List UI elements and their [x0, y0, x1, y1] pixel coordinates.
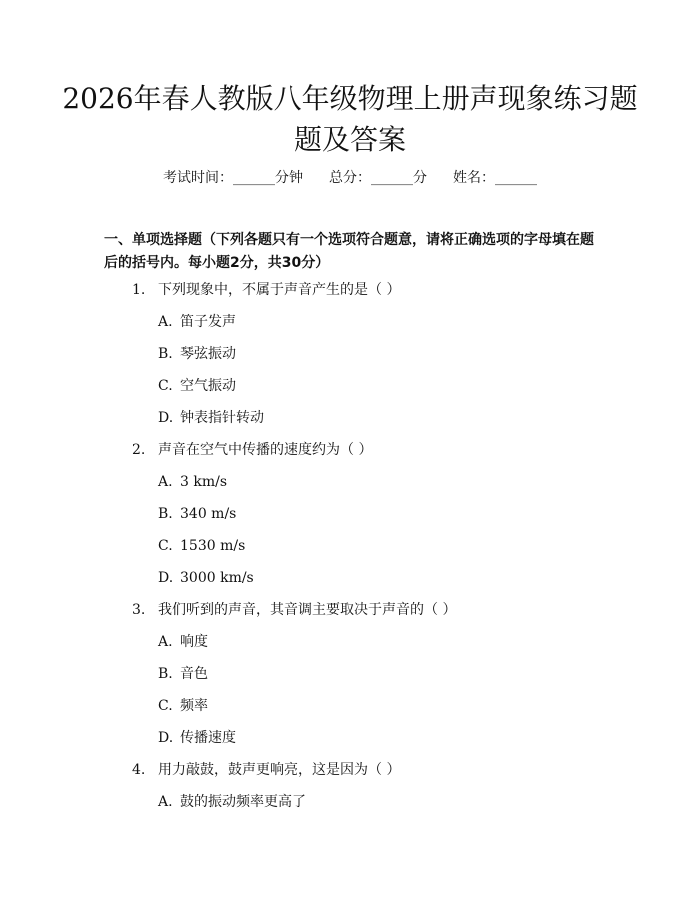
- student-name-field: 姓名：______: [453, 170, 537, 186]
- option-letter: C.: [158, 698, 173, 714]
- option-text: 琴弦振动: [180, 346, 236, 362]
- option-letter: A.: [158, 474, 173, 490]
- option-text: 音色: [180, 666, 208, 682]
- option-text: 钟表指针转动: [180, 410, 264, 426]
- option-letter: B.: [158, 666, 173, 682]
- option-text: 1530 m/s: [180, 538, 246, 554]
- exam-time-field: 考试时间：______分钟: [163, 170, 303, 186]
- question-2-option-a: [158, 472, 227, 492]
- question-1: [132, 280, 400, 300]
- question-1-option-a: [158, 312, 236, 332]
- option-letter: D.: [158, 570, 174, 586]
- option-letter: D.: [158, 730, 174, 746]
- question-3-option-c: [158, 696, 208, 716]
- option-letter: B.: [158, 346, 173, 362]
- question-2: [132, 440, 372, 460]
- question-4: [132, 760, 400, 780]
- question-2-option-b: [158, 504, 236, 524]
- question-1-option-d: [158, 408, 264, 428]
- question-2-option-d: [158, 568, 254, 588]
- question-text: 我们听到的声音，其音调主要取决于声音的（ ）: [158, 602, 457, 618]
- question-3-option-b: [158, 664, 208, 684]
- question-3: [132, 600, 456, 620]
- question-number: 1.: [132, 282, 146, 298]
- question-text: 下列现象中，不属于声音产生的是（ ）: [158, 282, 401, 298]
- question-2-option-c: [158, 536, 245, 556]
- question-4-option-a: [158, 792, 306, 812]
- total-score-field: 总分：______分: [329, 170, 427, 186]
- exam-meta-line: [0, 168, 700, 188]
- question-3-option-a: [158, 632, 208, 652]
- question-1-option-c: [158, 376, 236, 396]
- option-letter: A.: [158, 634, 173, 650]
- option-letter: D.: [158, 410, 174, 426]
- question-number: 2.: [132, 442, 146, 458]
- question-3-option-d: [158, 728, 236, 748]
- option-text: 3 km/s: [180, 474, 228, 490]
- option-letter: C.: [158, 538, 173, 554]
- option-text: 传播速度: [180, 730, 236, 746]
- question-number: 4.: [132, 762, 146, 778]
- option-letter: A.: [158, 794, 173, 810]
- section-heading: 一、单项选择题（下列各题只有一个选项符合题意，请将正确选项的字母填在题后的括号内。每小题2分，共30分）: [104, 232, 594, 271]
- document-title: 2026年春人教版八年级物理上册声现象练习题题及答案: [62, 82, 638, 156]
- option-text: 空气振动: [180, 378, 236, 394]
- question-text: 用力敲鼓，鼓声更响亮，这是因为（ ）: [158, 762, 401, 778]
- option-text: 频率: [180, 698, 208, 714]
- question-number: 3.: [132, 602, 146, 618]
- option-letter: A.: [158, 314, 173, 330]
- question-text: 声音在空气中传播的速度约为（ ）: [158, 442, 373, 458]
- question-1-option-b: [158, 344, 236, 364]
- option-letter: B.: [158, 506, 173, 522]
- option-text: 340 m/s: [180, 506, 237, 522]
- option-text: 响度: [180, 634, 208, 650]
- option-text: 3000 km/s: [180, 570, 254, 586]
- option-text: 鼓的振动频率更高了: [180, 794, 306, 810]
- option-text: 笛子发声: [180, 314, 236, 330]
- option-letter: C.: [158, 378, 173, 394]
